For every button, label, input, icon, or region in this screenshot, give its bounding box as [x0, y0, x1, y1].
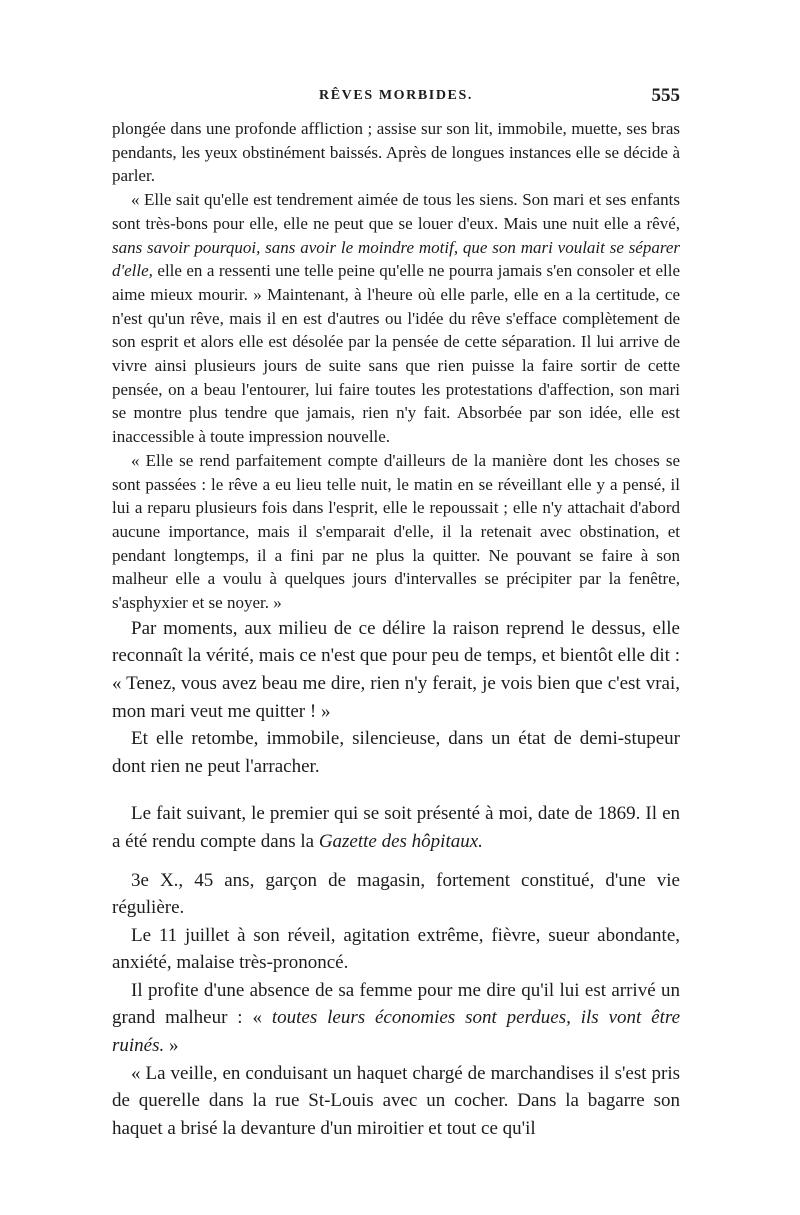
paragraph-moments: Par moments, aux milieu de ce délire la raison reprend le dessus, elle reconnaît la vérité, mais ce n'est que pour peu de temps, et bientôt elle dit : « Tenez, vous avez beau me dire, rien n'y ferait, je vois bien que c'est vrai, mon mari veut me quitter ! » — [112, 617, 680, 722]
page-number: 555 — [651, 85, 680, 106]
paragraph-symptoms: Le 11 juillet à son réveil, agitation extrême, fièvre, sueur abondante, anxiété, malaise très-prononcé. — [112, 924, 680, 974]
paragraph-self-awareness: « Elle se rend parfaitement compte d'ailleurs de la manière dont les choses se sont passées : le rêve a eu lieu telle nuit, le matin en se réveillant elle y a pensé, il lui a reparu plusieurs fois dans l'esprit, elle le repoussait ; elle n'y attachait d'abord aucune importance, mais il s'emparait d'elle, il la retenait avec obstination, et pendant longtemps, il a fini par ne plus la quitter. Ne pouvant se faire à son malheur elle a voulu à quelques jours d'intervalles se précipiter par la fenêtre, s'asphyxier et se noyer. » — [112, 450, 680, 613]
paragraph-case-header: 3e X., 45 ans, garçon de magasin, fortement constitué, d'une vie régulière. — [112, 869, 680, 919]
paragraph-text: Il profite d'une absence de sa femme pour me dire qu'il lui est arrivé un grand malheur : « — [112, 979, 680, 1029]
paragraph-quarrel: « La veille, en conduisant un haquet chargé de marchandises il s'est pris de querelle dans la rue St-Louis avec un cocher. Dans la bagarre son haquet a brisé la devanture d'un miroitier et tout ce qu'il — [112, 1062, 680, 1139]
paragraph-text: elle en a ressenti une telle peine qu'elle ne pourra jamais s'en consoler et elle aime mieux mourir. » Maintenant, à l'heure où elle parle, elle en a la certitude, ce n'est qu'un rêve, mais il en est d'autres ou l'idée du rêve s'efface complètement de son esprit et alors elle est désolée par la pensée de cette séparation. Il lui arrive de vivre ainsi plusieurs jours de suite sans que rien puisse la faire sortir de cette pensée, on a beau l'entourer, lui faire toutes les protestations d'affection, son mari se montre plus tendre que jamais, rien n'y fait. Absorbée par son idée, elle est inaccessible à toute impression nouvelle. — [112, 261, 680, 447]
paragraph-dream-account — [112, 188, 680, 449]
body-text — [112, 117, 680, 1142]
paragraph-relapse: Et elle retombe, immobile, silencieuse, dans un état de demi-stupeur dont rien ne peut l'arracher. — [112, 728, 680, 777]
paragraph-continuation: plongée dans une profonde affliction ; assise sur son lit, immobile, muette, ses bras pendants, les yeux obstinément baissés. Après de longues instances elle se décide à parler. — [112, 119, 680, 186]
paragraph-text: « Elle sait qu'elle est tendrement aimée de tous les siens. Son mari et ses enfants sont très-bons pour elle, elle ne peut que se louer d'eux. Mais une nuit elle a rêvé, — [112, 190, 680, 233]
paragraph-text: » — [164, 1035, 179, 1057]
page-header — [112, 85, 680, 110]
paragraph-text: Le fait suivant, le premier qui se soit présenté à moi, date de 1869. Il en a été rendu compte dans la — [112, 803, 680, 852]
running-title: RÊVES MORBIDES. — [319, 88, 473, 103]
paragraph-misfortune — [112, 977, 680, 1060]
italic-phrase: toutes leurs économies sont perdues, ils vont être ruinés. — [112, 1007, 680, 1057]
italic-phrase: sans savoir pourquoi, sans avoir le moindre motif, que son mari voulait se séparer d'elle, — [112, 237, 680, 281]
paragraph-case-intro — [112, 800, 680, 855]
journal-title: Gazette des hôpitaux. — [318, 830, 483, 852]
